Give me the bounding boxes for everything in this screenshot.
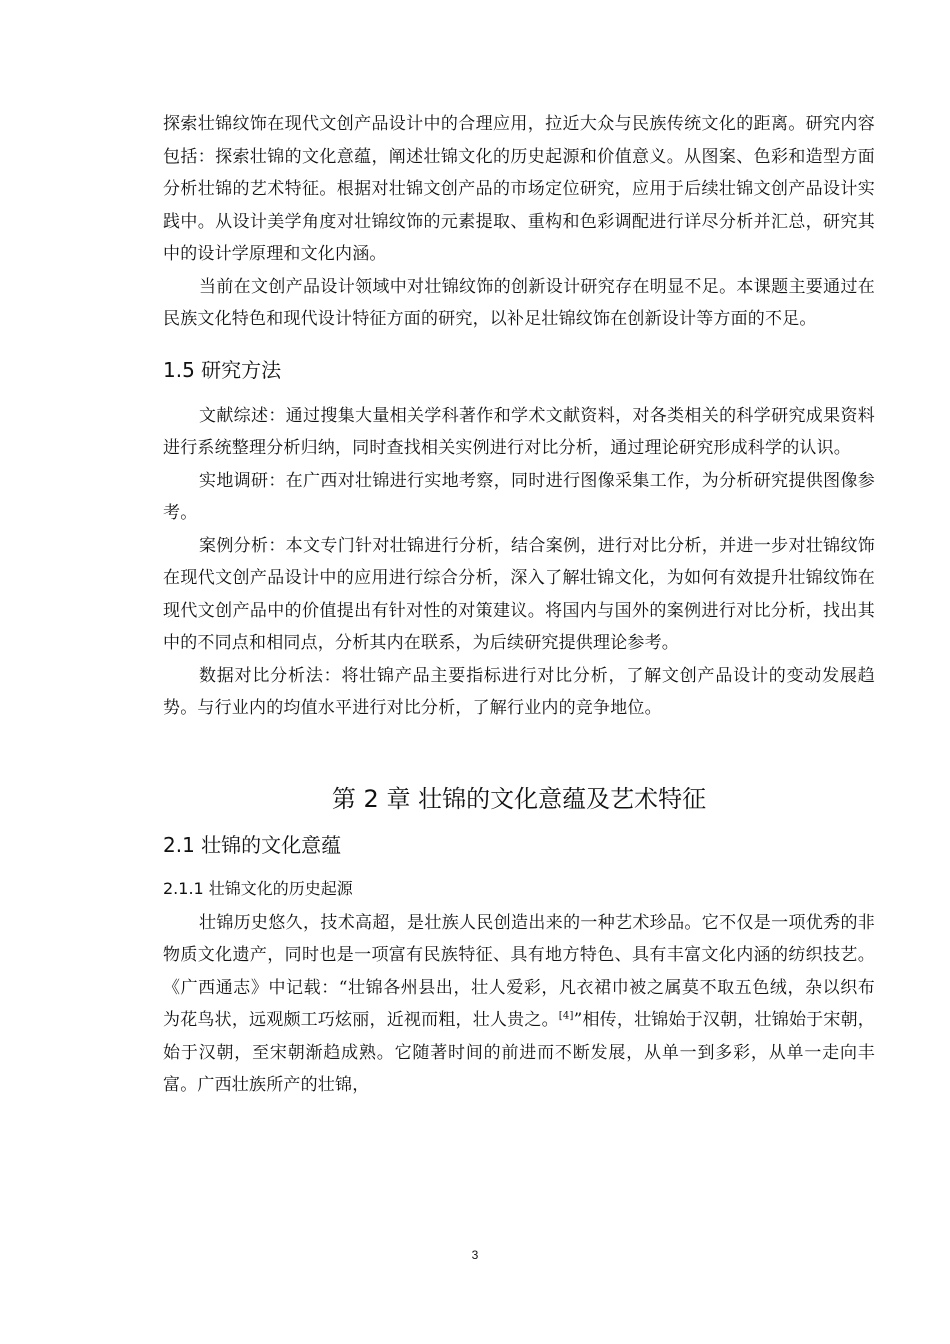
paragraph-case-analysis: 案例分析：本文专门针对壮锦进行分析，结合案例，进行对比分析，并进一步对壮锦纹饰在现代文创产品设计中的应用进行综合分析，深入了解壮锦文化，为如何有效提升壮锦纹饰在现代文创产品中的价值提出有针对性的对策建议。将国内与国外的案例进行对比分析，找出其中的不同点和相同点，分析其内在联系，为后续研究提供理论参考。: [163, 535, 875, 653]
paragraph-literature-review: 文献综述：通过搜集大量相关学科著作和学术文献资料，对各类相关的科学研究成果资料进行系统整理分析归纳，同时查找相关实例进行对比分析，通过理论研究形成科学的认识。: [163, 405, 875, 458]
page-number: 3: [471, 1248, 479, 1262]
page-content: [163, 108, 875, 1102]
paragraph-history-text-2: ”相传，壮锦始于汉朝，壮锦始于宋朝，始于汉朝，至宋朝渐趋成熟。它随著时间的前进而不断发展，从单一到多彩，从单一走向丰富。广西壮族所产的壮锦，: [163, 1010, 875, 1095]
paragraph-research-gap: 当前在文创产品设计领域中对壮锦纹饰的创新设计研究存在明显不足。本课题主要通过在民族文化特色和现代设计特征方面的研究，以补足壮锦纹饰在创新设计等方面的不足。: [163, 276, 875, 329]
section-heading-2-1: 2.1 壮锦的文化意蕴: [163, 832, 342, 857]
paragraph-field-research: 实地调研：在广西对壮锦进行实地考察，同时进行图像采集工作，为分析研究提供图像参考。: [163, 470, 875, 523]
paragraph-history-text-1: 壮锦历史悠久，技术高超，是壮族人民创造出来的一种艺术珍品。它不仅是一项优秀的非物质文化遗产，同时也是一项富有民族特征、具有地方特色、具有丰富文化内涵的纺织技艺。《广西通志》中记载：“壮锦各州县出，壮人爱彩，凡衣裙巾被之属莫不取五色绒，杂以织布为花鸟状，远观颇工巧炫丽，近视而粗，壮人贵之。: [163, 912, 875, 1030]
paragraph-research-content: 探索壮锦纹饰在现代文创产品设计中的合理应用，拉近大众与民族传统文化的距离。研究内容包括：探索壮锦的文化意蕴，阐述壮锦文化的历史起源和价值意义。从图案、色彩和造型方面分析壮锦的艺术特征。根据对壮锦文创产品的市场定位研究，应用于后续壮锦文创产品设计实践中。从设计美学角度对壮锦纹饰的元素提取、重构和色彩调配进行详尽分析并汇总，研究其中的设计学原理和文化内涵。: [163, 114, 875, 264]
paragraph-data-comparison: 数据对比分析法：将壮锦产品主要指标进行对比分析，了解文创产品设计的变动发展趋势。与行业内的均值水平进行对比分析，了解行业内的竞争地位。: [163, 665, 875, 718]
citation-marker[interactable]: [4]: [558, 1010, 574, 1022]
paragraph-history-origin: [163, 907, 875, 1102]
subsection-heading-2-1-1: 2.1.1 壮锦文化的历史起源: [163, 878, 353, 898]
chapter-title: 第 2 章 壮锦的文化意蕴及艺术特征: [331, 784, 707, 813]
section-heading-1-5: 1.5 研究方法: [163, 357, 282, 382]
